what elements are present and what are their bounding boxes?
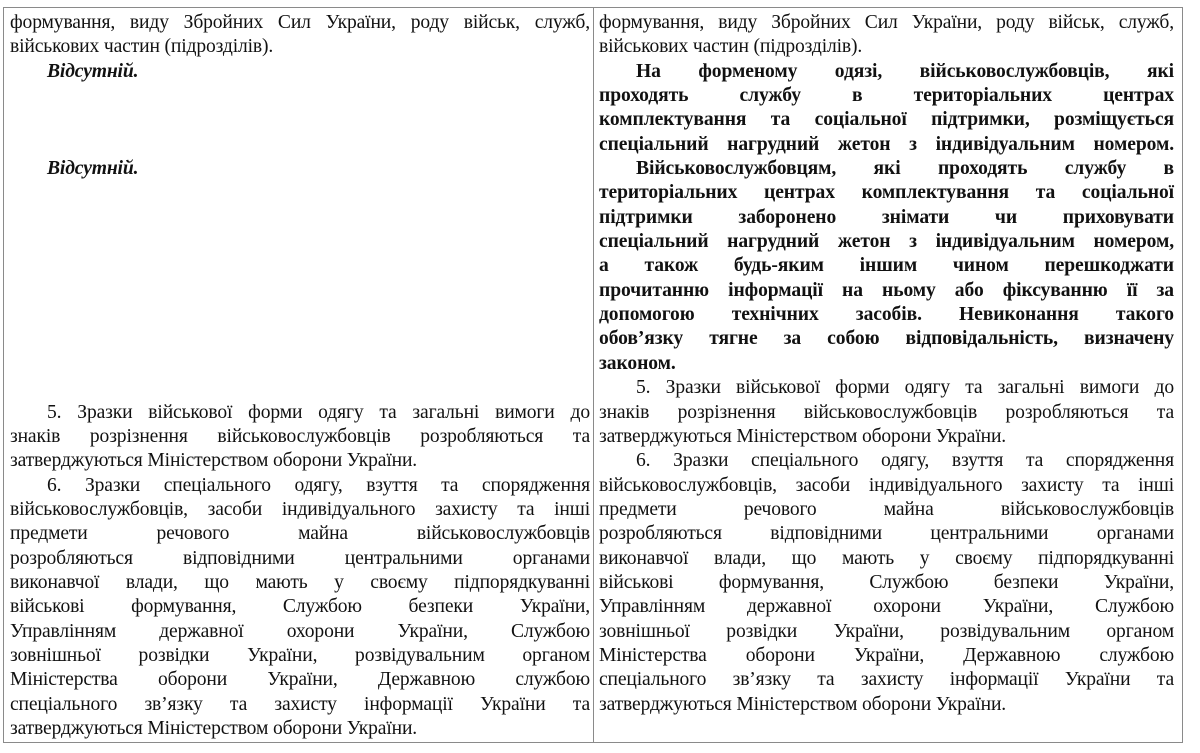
blank-line <box>10 303 590 327</box>
added-provision-line: На форменому одязі, військовослужбовців, які <box>636 60 1174 82</box>
blank-line <box>10 108 590 132</box>
added-provision-line: законом. <box>599 352 676 374</box>
text-line: Міністерства оборони України, Державною службою <box>599 644 1174 666</box>
right-column-proposed-text <box>594 8 1182 742</box>
text-line: затверджуються Міністерством оборони України. <box>10 450 418 472</box>
comparative-table <box>3 7 1183 743</box>
added-provision-line: а також будь-яким іншим чином перешкоджати <box>599 255 1174 277</box>
text-line: 6. Зразки спеціального одягу, взуття та спорядження <box>47 474 590 496</box>
text-line: військових частин (підрозділів). <box>599 36 863 58</box>
added-provision-line: прочитанню інформації на ньому або фіксуванню її за <box>599 279 1174 301</box>
blank-line <box>10 206 590 230</box>
text-line: 5. Зразки військової форми одягу та загальні вимоги до <box>47 401 590 423</box>
added-provision-line: допомогою технічних засобів. Невиконання такого <box>599 304 1174 326</box>
text-line: розробляються відповідними центральними органами <box>10 547 590 569</box>
text-line: затверджуються Міністерством оборони України. <box>10 717 418 739</box>
text-line: 5. Зразки військової форми одягу та загальні вимоги до <box>636 377 1174 399</box>
text-line: знаків розрізнення військовослужбовців розробляються та <box>599 401 1174 423</box>
blank-line <box>10 279 590 303</box>
absent-marker-text: Відсутній. <box>47 60 139 82</box>
added-provision-line: спеціальний нагрудний жетон з індивідуальним номером. <box>599 133 1174 155</box>
text-line: військовослужбовців, засоби індивідуального захисту та інші <box>599 474 1174 496</box>
text-line: знаків розрізнення військовослужбовців розробляються та <box>10 425 590 447</box>
text-line: військові формування, Службою безпеки України, <box>10 596 590 618</box>
text-line: Управлінням державної охорони України, Службою <box>599 596 1174 618</box>
blank-line <box>10 376 590 400</box>
text-line: формування, виду Збройних Сил України, роду військ, служб, <box>599 12 1174 33</box>
blank-line <box>10 352 590 376</box>
blank-line <box>10 254 590 278</box>
added-provision-line: підтримки заборонено знімати чи приховувати <box>599 206 1174 228</box>
text-line: виконавчої влади, що мають у своєму підпорядкуванні <box>10 571 590 593</box>
text-line: військових частин (підрозділів). <box>10 36 274 58</box>
added-provision-line: проходять службу в територіальних центрах <box>599 85 1174 107</box>
added-provision-line: обов’язку тягне за собою відповідальність, визначену <box>599 328 1174 350</box>
added-provision-line: спеціальний нагрудний жетон з індивідуальним номером, <box>599 231 1174 253</box>
text-line: військові формування, Службою безпеки України, <box>599 571 1174 593</box>
text-line: виконавчої влади, що мають у своєму підпорядкуванні <box>599 547 1174 569</box>
text-line: розробляються відповідними центральними органами <box>599 523 1174 545</box>
text-line: Міністерства оборони України, Державною службою <box>10 669 590 691</box>
text-line: військовослужбовців, засоби індивідуального захисту та інші <box>10 498 590 520</box>
text-line: 6. Зразки спеціального одягу, взуття та спорядження <box>636 450 1174 472</box>
text-line: предмети речового майна військовослужбовців <box>599 498 1174 520</box>
text-line: спеціального зв’язку та захисту інформації України та <box>10 693 590 715</box>
text-line: предмети речового майна військовослужбовців <box>10 523 590 545</box>
blank-line <box>10 133 590 157</box>
text-line: зовнішньої розвідки України, розвідувальним органом <box>10 644 590 666</box>
added-provision-line: територіальних центрах комплектування та соціальної <box>599 182 1174 204</box>
text-line: зовнішньої розвідки України, розвідувальним органом <box>599 620 1174 642</box>
blank-line <box>10 84 590 108</box>
text-line: спеціального зв’язку та захисту інформації України та <box>599 669 1174 691</box>
absent-marker-text: Відсутній. <box>47 158 139 180</box>
added-provision-line: комплектування та соціальної підтримки, розміщується <box>599 109 1174 131</box>
text-line: формування, виду Збройних Сил України, роду військ, служб, <box>10 12 590 33</box>
blank-line <box>10 230 590 254</box>
text-line: затверджуються Міністерством оборони України. <box>599 425 1007 447</box>
text-line: Управлінням державної охорони України, Службою <box>10 620 590 642</box>
text-line: затверджуються Міністерством оборони України. <box>599 693 1007 715</box>
blank-line <box>10 181 590 205</box>
added-provision-line: Військовослужбовцям, які проходять службу в <box>636 158 1174 180</box>
blank-line <box>10 327 590 351</box>
left-column-current-text <box>4 8 594 742</box>
